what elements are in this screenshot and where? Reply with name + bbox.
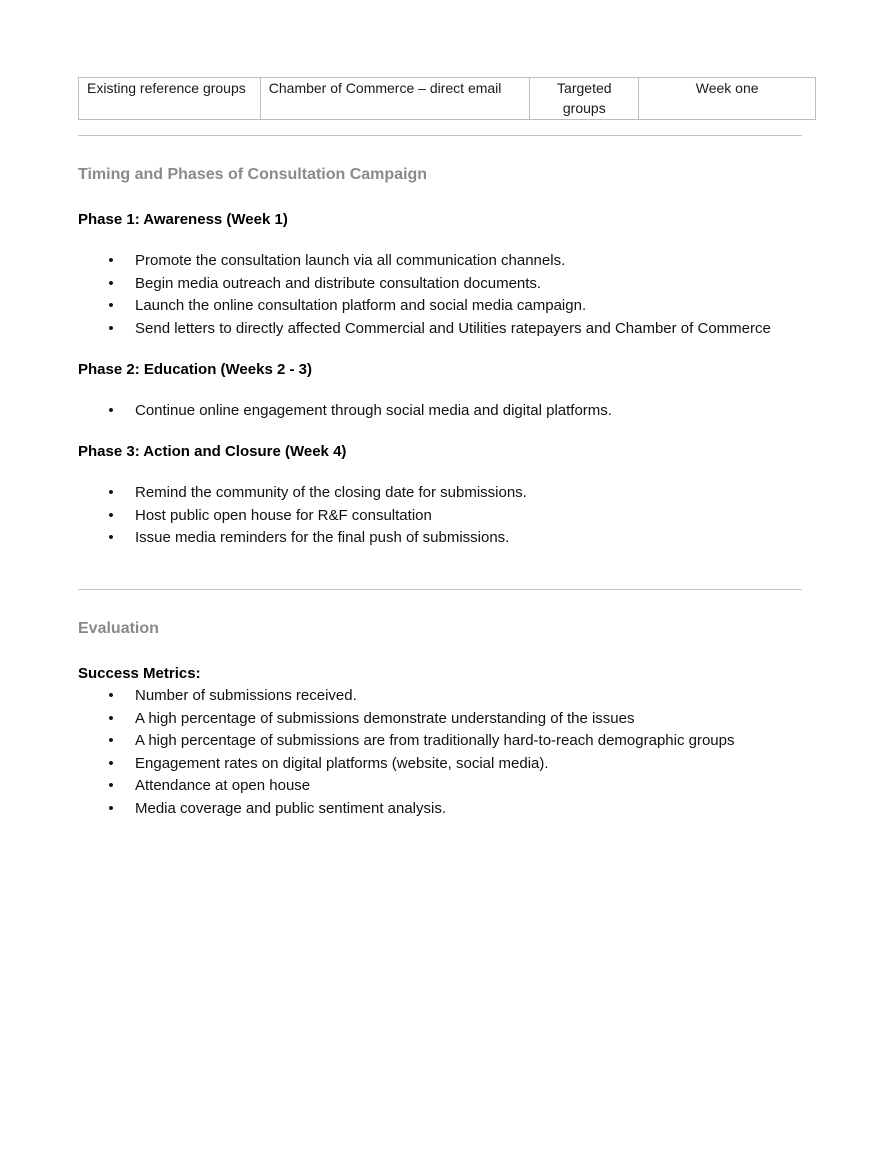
bullet-icon: •	[108, 402, 114, 419]
phase-1-list	[78, 250, 771, 340]
bullet-icon: •	[108, 799, 114, 817]
bullet-icon: •	[108, 506, 114, 524]
horizontal-divider	[78, 135, 802, 136]
list-item	[78, 505, 527, 528]
list-item	[78, 798, 735, 821]
phase-3-title: Phase 3: Action and Closure (Week 4)	[78, 443, 347, 460]
list-item	[78, 685, 735, 708]
list-item	[78, 730, 735, 753]
bullet-icon: •	[108, 252, 114, 269]
table-cell-group: Existing reference groups	[79, 78, 261, 120]
reference-groups-table	[78, 77, 816, 120]
phase-2-title: Phase 2: Education (Weeks 2 - 3)	[78, 361, 312, 378]
list-item-text: Launch the online consultation platform and social media campaign.	[135, 297, 587, 314]
list-item-text: Continue online engagement through social media and digital platforms.	[135, 402, 612, 419]
list-item-text: A high percentage of submissions demonstrate understanding of the issues	[135, 709, 635, 727]
list-item	[78, 273, 771, 296]
list-item	[78, 708, 735, 731]
bullet-icon: •	[108, 754, 114, 772]
table-cell-audience-line1: Targeted	[557, 80, 612, 96]
list-item	[78, 250, 771, 273]
bullet-icon: •	[108, 319, 114, 337]
bullet-icon: •	[108, 687, 114, 704]
phase-2-list	[78, 400, 612, 423]
list-item-text: Begin media outreach and distribute consultation documents.	[135, 274, 542, 292]
list-item	[78, 318, 771, 341]
success-metrics-title: Success Metrics:	[78, 665, 201, 682]
table-row	[79, 78, 816, 120]
success-metrics-list	[78, 685, 735, 820]
phase-3-list	[78, 482, 527, 550]
list-item-text: Engagement rates on digital platforms (website, social media).	[135, 754, 549, 772]
bullet-icon: •	[108, 274, 114, 292]
bullet-icon: •	[108, 709, 114, 727]
bullet-icon: •	[108, 732, 114, 749]
table-cell-audience	[530, 78, 639, 120]
table-cell-timing: Week one	[639, 78, 816, 120]
list-item-text: A high percentage of submissions are from traditionally hard-to-reach demographic groups	[135, 732, 735, 749]
bullet-icon: •	[108, 484, 114, 501]
list-item-text: Promote the consultation launch via all communication channels.	[135, 252, 566, 269]
list-item	[78, 400, 612, 423]
evaluation-section-title: Evaluation	[78, 620, 159, 637]
table-cell-method: Chamber of Commerce – direct email	[260, 78, 530, 120]
horizontal-divider	[78, 589, 802, 590]
list-item-text: Attendance at open house	[135, 777, 311, 794]
list-item-text: Number of submissions received.	[135, 687, 357, 704]
phase-1-title: Phase 1: Awareness (Week 1)	[78, 211, 288, 228]
table-cell-audience-line2: groups	[562, 100, 606, 116]
list-item-text: Remind the community of the closing date for submissions.	[135, 484, 527, 501]
list-item-text: Issue media reminders for the final push of submissions.	[135, 529, 510, 546]
list-item	[78, 482, 527, 505]
list-item-text: Media coverage and public sentiment analysis.	[135, 799, 447, 817]
timing-section-title: Timing and Phases of Consultation Campaign	[78, 166, 428, 183]
list-item-text: Host public open house for R&F consultation	[135, 506, 432, 524]
list-item	[78, 753, 735, 776]
bullet-icon: •	[108, 297, 114, 314]
list-item	[78, 775, 735, 798]
bullet-icon: •	[108, 529, 114, 546]
list-item-text: Send letters to directly affected Commercial and Utilities ratepayers and Chamber of Commerce	[135, 319, 771, 337]
list-item	[78, 295, 771, 318]
list-item	[78, 527, 527, 550]
bullet-icon: •	[108, 777, 114, 794]
